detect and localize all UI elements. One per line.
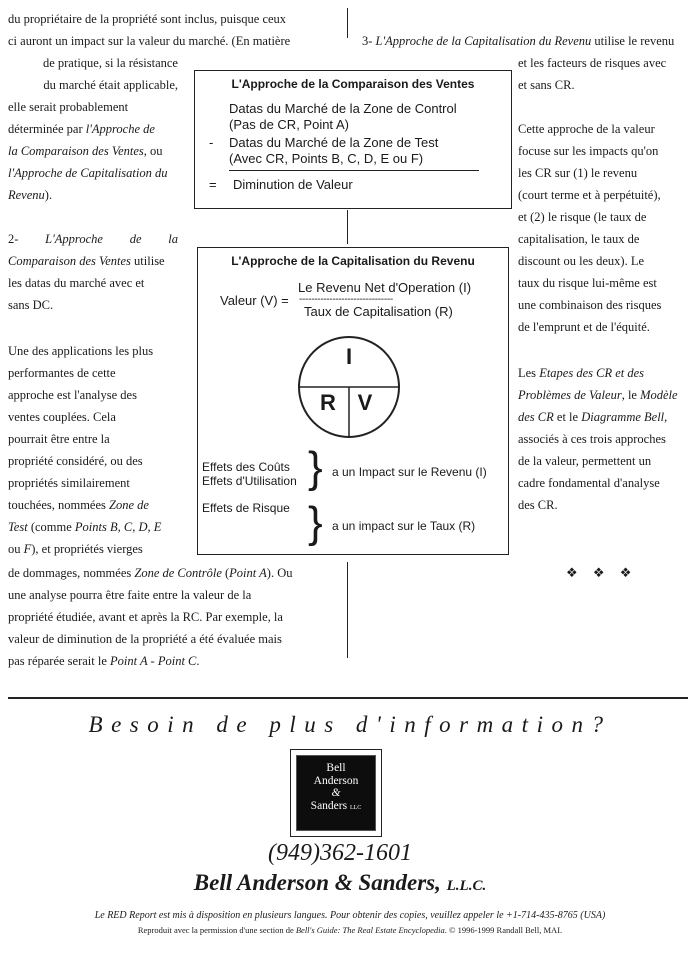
text-line: du propriétaire de la propriété sont inclus, puisque ceux	[8, 12, 287, 26]
text-line: de dommages, nommées Zone de Contrôle (Point A). Ou	[8, 566, 293, 580]
text-line: Test (comme Points B, C, D, E	[8, 520, 162, 534]
comparison-approach-box	[194, 70, 512, 209]
box1-line1: Datas du Marché de la Zone de Control	[229, 101, 457, 116]
text-line: pourrait être entre la	[8, 432, 110, 446]
text-line: focuse sur les impacts qu'on	[518, 144, 659, 158]
column-divider-top	[347, 8, 348, 38]
brace-1: }	[308, 443, 323, 492]
text-line: et sans CR.	[518, 78, 575, 92]
box1-line4: (Avec CR, Points B, C, D, E ou F)	[229, 151, 424, 166]
circle-letter-r: R	[320, 390, 336, 415]
numerator: Le Revenu Net d'Operation (I)	[298, 280, 472, 295]
text-line: de la valeur, permettent un	[518, 454, 652, 468]
text-line: ventes couplées. Cela	[8, 410, 116, 424]
box1-line2: (Pas de CR, Point A)	[229, 117, 349, 132]
impact-revenue: a un Impact sur le Revenu (I)	[332, 465, 487, 479]
text-line: les datas du marché avec et	[8, 276, 145, 290]
text-line: une analyse pourra être faite entre la valeur de la	[8, 588, 252, 602]
text-line: de pratique, si la résistance	[42, 56, 178, 70]
text-line: performantes de cette	[8, 366, 116, 380]
text-line: ci auront un impact sur la valeur du marché. (En matière	[8, 34, 291, 48]
text-line: la Comparaison des Ventes, ou	[8, 144, 163, 158]
text-line: propriété étudiée, avant et après la RC. Par exemple, la	[8, 610, 283, 624]
column-divider-mid	[347, 210, 348, 244]
text-line: Comparaison des Ventes utilise	[8, 254, 165, 268]
phone-number: (949)362-1601	[268, 840, 412, 866]
text-line: l'Approche de Capitalisation du	[8, 166, 168, 180]
effect-usage: Effets d'Utilisation	[202, 474, 297, 488]
text-line: et (2) le risque (le taux de	[518, 210, 647, 224]
text-line: pas réparée serait le Point A - Point C.	[8, 654, 200, 668]
column-divider-bottom	[347, 562, 348, 658]
text-line: Problèmes de Valeur, le Modèle	[518, 388, 678, 402]
text-line: des CR et le Diagramme Bell,	[518, 410, 668, 424]
value-label: Valeur (V) =	[220, 293, 289, 308]
text-line: (court terme et à perpétuité),	[518, 188, 661, 202]
section-heading-3: 3- L'Approche de la Capitalisation du Revenu utilise le revenu	[362, 34, 675, 48]
text-line: des CR.	[518, 498, 558, 512]
effect-risk: Effets de Risque	[202, 501, 290, 515]
box1-minus: -	[209, 135, 214, 150]
box1-result: Diminution de Valeur	[233, 177, 353, 192]
circle-letter-i: I	[345, 344, 353, 369]
capitalization-approach-box	[197, 247, 509, 555]
footer-rule	[8, 697, 688, 699]
text-line: Une des applications les plus	[8, 344, 154, 358]
text-line: discount ou les deux). Le	[518, 254, 645, 268]
text-line: taux du risque lui-même est	[518, 276, 657, 290]
box1-title: L'Approche de la Comparaison des Ventes	[231, 77, 475, 91]
text-line: déterminée par l'Approche de	[8, 122, 155, 136]
footer-note-copyright: Reproduit avec la permission d'une section de Bell's Guide: The Real Estate Encyclopedia. © 1996-1999 Randall Bell, MAI.	[137, 925, 563, 935]
footer-heading: Besoin de plus d'information?	[88, 712, 612, 737]
text-line: une combinaison des risques	[518, 298, 662, 312]
effect-costs: Effets des Coûts	[202, 460, 290, 474]
denominator: Taux de Capitalisation (R)	[304, 304, 453, 319]
brace-2: }	[308, 498, 323, 547]
footer-note-languages: Le RED Report est mis à disposition en plusieurs langues. Pour obtenir des copies, veuillez appeler le +1-714-435-8765 (USA)	[94, 910, 606, 921]
text-line: du marché était applicable,	[43, 78, 178, 92]
box2-title: L'Approche de la Capitalisation du Revenu	[231, 254, 475, 268]
text-line: capitalisation, le taux de	[518, 232, 640, 246]
text-line: propriété considéré, ou des	[8, 454, 143, 468]
text-line: les CR sur (1) le revenu	[518, 166, 638, 180]
text-line: cadre fondamental d'analyse	[518, 476, 660, 490]
text-line: associés à ces trois approches	[518, 432, 666, 446]
text-line: propriétés similairement	[8, 476, 130, 490]
text-line: valeur de diminution de la propriété a été évaluée mais	[8, 632, 282, 646]
text-line: approche est l'analyse des	[8, 388, 137, 402]
text-line: et les facteurs de risques avec	[518, 56, 667, 70]
company-logo: Bell Anderson & Sanders LLC	[290, 749, 382, 837]
text-line: touchées, nommées Zone de	[8, 498, 149, 512]
section-heading-2: 2- L'Approche de la	[8, 232, 178, 246]
text-line: Revenu).	[8, 188, 53, 202]
text-line: Les Etapes des CR et des	[518, 366, 645, 380]
ornament: ❖ ❖ ❖	[566, 565, 638, 580]
box1-rule	[229, 170, 479, 171]
fraction-line: -------------------------------	[299, 294, 393, 305]
circle-letter-v: V	[357, 390, 373, 415]
impact-rate: a un impact sur le Taux (R)	[332, 519, 476, 533]
text-line: elle serait probablement	[8, 100, 129, 114]
text-line: sans DC.	[8, 298, 54, 312]
company-name: Bell Anderson & Sanders, L.L.C.	[193, 870, 487, 895]
text-line: de l'emprunt et de l'équité.	[518, 320, 650, 334]
box1-line3: Datas du Marché de la Zone de Test	[229, 135, 439, 150]
text-line: Cette approche de la valeur	[518, 122, 655, 136]
box1-equals: =	[209, 177, 217, 192]
text-line: ou F), et propriétés vierges	[8, 542, 143, 556]
